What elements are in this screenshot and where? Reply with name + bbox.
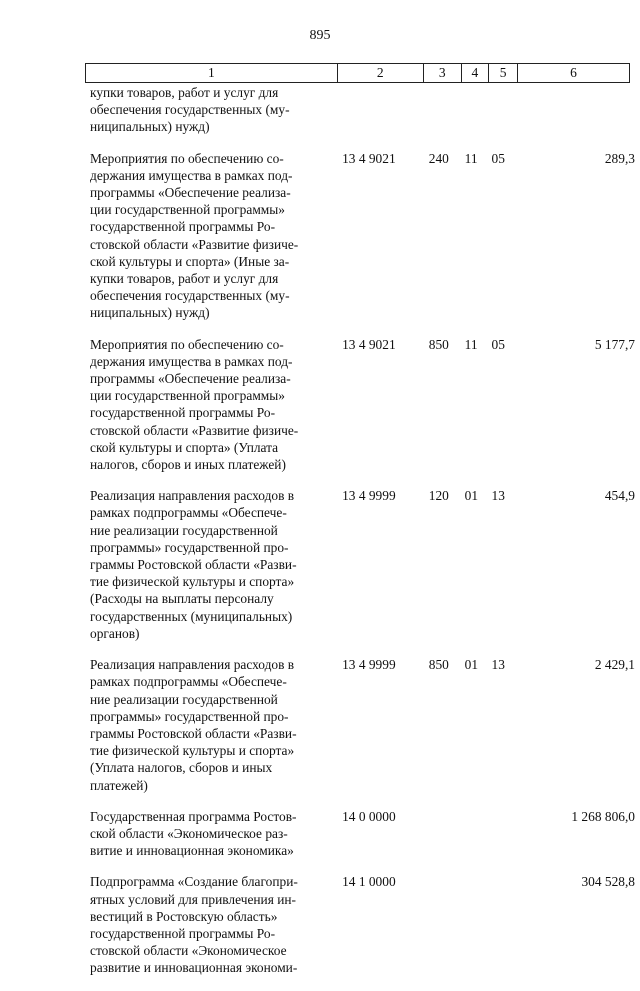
row-section [462, 808, 491, 860]
row-subsection: 05 [491, 150, 505, 166]
row-amount: 304 528,8 [581, 874, 635, 890]
row-subsection: 13 [491, 488, 505, 504]
page-number: 895 [309, 28, 331, 43]
row-description: Реализация направления расходов в рамках подпрограммы «Обеспече- ние реализации государственной программы» государственной про- граммы Ростовской области «Разви- тие физической культуры и спорта» (Расходы на выплаты персоналу государственных (муниципальных) органов) [90, 488, 297, 641]
table-row [90, 487, 635, 642]
row-expense-type: 120 [428, 488, 449, 504]
row-section [462, 873, 491, 976]
header-col-6: 6 [517, 64, 629, 82]
table-row [90, 84, 635, 136]
row-description: Подпрограмма «Создание благопри- ятных условий для привлечения ин- вестиций в Ростовскую область» государственной программы Ро- стовской области «Экономическое развитие и инновационная экономи- [90, 874, 298, 976]
row-subsection: 05 [491, 336, 505, 352]
row-expense-type [425, 808, 462, 860]
table-row [90, 656, 635, 794]
header-col-5: 5 [488, 64, 517, 82]
header-col-3: 3 [423, 64, 461, 82]
row-amount: 289,3 [604, 150, 635, 166]
row-code: 13 4 9021 [342, 150, 396, 166]
row-description: Мероприятия по обеспечению со- держания имущества в рамках под- программы «Обеспечение реализа- ции государственной программы» государственной программы Ро- стовской области «Развитие физиче- ской культуры и спорта» (Иные за- купки товаров, работ и услуг для обеспечения государственных (му- ниципальных) нужд) [90, 150, 299, 321]
row-code: 13 4 9021 [342, 336, 396, 352]
header-col-4: 4 [461, 64, 489, 82]
row-expense-type [425, 873, 462, 976]
row-subsection: 13 [491, 657, 505, 673]
row-code: 13 4 9999 [342, 488, 396, 504]
row-subsection [491, 808, 522, 860]
row-description: Реализация направления расходов в рамках подпрограммы «Обеспече- ние реализации государственной программы» государственной про- граммы Ростовской области «Разви- тие физической культуры и спорта» (Уплата налогов, сборов и иных платежей) [90, 657, 297, 793]
row-code: 14 0 0000 [342, 808, 396, 824]
table-row [90, 873, 635, 976]
row-description: Государственная программа Ростов- ской области «Экономическое раз- витие и инновационная экономика» [90, 808, 297, 859]
row-section: 01 [464, 657, 479, 673]
table-row [90, 336, 635, 474]
table-body [90, 84, 635, 991]
table-row [90, 808, 635, 860]
row-amount: 454,9 [604, 488, 635, 504]
row-subsection [491, 873, 522, 976]
row-section: 11 [464, 336, 478, 352]
row-section: 01 [464, 488, 479, 504]
row-section: 11 [464, 150, 478, 166]
table-header [85, 63, 630, 83]
row-description: Мероприятия по обеспечению со- держания имущества в рамках под- программы «Обеспечение реализа- ции государственной программы» государственной программы Ро- стовской области «Развитие физиче- ской культуры и спорта» (Уплата налогов, сборов и иных платежей) [90, 336, 299, 473]
row-expense-type: 240 [428, 150, 449, 166]
row-amount: 5 177,7 [594, 336, 635, 352]
row-expense-type: 850 [428, 336, 449, 352]
header-col-1: 1 [207, 65, 215, 80]
table-row [90, 150, 635, 322]
row-expense-type: 850 [428, 657, 449, 673]
row-amount: 1 268 806,0 [571, 808, 635, 824]
row-code: 13 4 9999 [342, 657, 396, 673]
row-amount: 2 429,1 [594, 657, 635, 673]
row-code: 14 1 0000 [342, 874, 396, 890]
row-description: купки товаров, работ и услуг для обеспечения государственных (му- ниципальных) нужд) [90, 85, 290, 135]
header-col-2: 2 [337, 64, 423, 82]
